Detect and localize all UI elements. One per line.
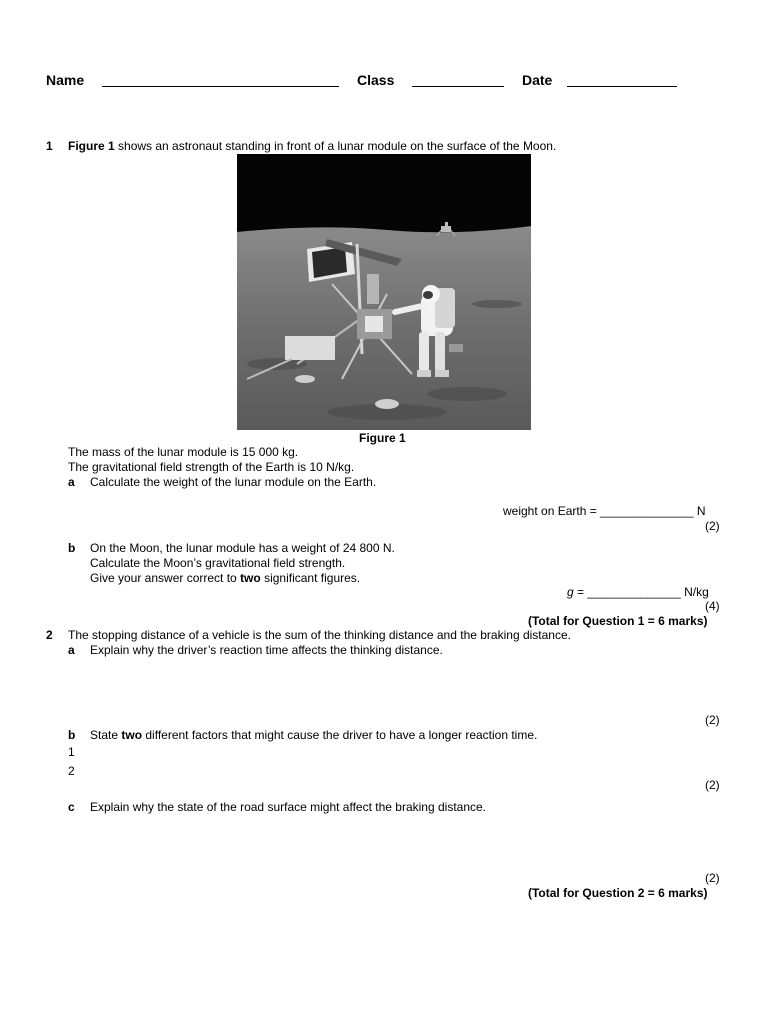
part-2b-item-1: 1 — [68, 745, 75, 759]
question-2-number: 2 — [46, 628, 53, 642]
question-1-number: 1 — [46, 139, 53, 153]
part-1b-line2: Calculate the Moon’s gravitational field strength. — [90, 556, 346, 570]
gfs-statement: The gravitational field strength of the Earth is 10 N/kg. — [68, 460, 355, 474]
g-answer-line[interactable] — [567, 585, 709, 599]
part-2b-letter: b — [68, 728, 76, 742]
part-2c-text: Explain why the state of the road surface might affect the braking distance. — [90, 800, 487, 814]
part-2a-marks: (2) — [705, 713, 720, 727]
part-1b-marks: (4) — [705, 599, 720, 613]
part-2c-letter: c — [68, 800, 75, 814]
name-label: Name — [46, 72, 85, 88]
mass-statement: The mass of the lunar module is 15 000 kg. — [68, 445, 299, 459]
weight-answer-line[interactable]: weight on Earth = ______________ N — [503, 504, 706, 518]
part-1b-line3 — [90, 571, 360, 585]
g-answer-rest: = ______________ N/kg — [573, 585, 709, 599]
part-1a-marks: (2) — [705, 519, 720, 533]
part-2b-post: different factors that might cause the driver to have a longer reaction time. — [142, 728, 538, 742]
figure-caption: Figure 1 — [359, 431, 406, 445]
g-symbol: g — [567, 585, 574, 599]
class-field[interactable] — [412, 86, 504, 87]
question-1-intro — [68, 139, 556, 153]
part-2b-text — [90, 728, 537, 742]
part-2b-marks: (2) — [705, 778, 720, 792]
part-2b-bold: two — [121, 728, 143, 742]
part-1a-text: Calculate the weight of the lunar module on the Earth. — [90, 475, 377, 489]
part-1b-line3-post: significant figures. — [260, 571, 361, 585]
figure-ref: Figure 1 — [68, 139, 115, 153]
question-2-total: (Total for Question 2 = 6 marks) — [528, 886, 708, 900]
part-1b-letter: b — [68, 541, 76, 555]
moon-photo — [237, 154, 531, 430]
part-1a-letter: a — [68, 475, 75, 489]
part-1b-line3-bold: two — [240, 571, 261, 585]
question-1-intro-text: shows an astronaut standing in front of a lunar module on the surface of the Moon. — [114, 139, 557, 153]
part-2a-letter: a — [68, 643, 75, 657]
part-1b-line1: On the Moon, the lunar module has a weight of 24 800 N. — [90, 541, 395, 555]
name-field[interactable] — [102, 86, 339, 87]
question-1-total: (Total for Question 1 = 6 marks) — [528, 614, 708, 628]
part-2a-text: Explain why the driver’s reaction time affects the thinking distance. — [90, 643, 443, 657]
date-field[interactable] — [567, 86, 677, 87]
class-label: Class — [357, 72, 395, 88]
part-2b-pre: State — [90, 728, 122, 742]
part-2b-item-2: 2 — [68, 764, 75, 778]
part-2c-marks: (2) — [705, 871, 720, 885]
part-1b-line3-pre: Give your answer correct to — [90, 571, 241, 585]
question-2-intro: The stopping distance of a vehicle is the sum of the thinking distance and the braking distance. — [68, 628, 571, 642]
date-label: Date — [522, 72, 553, 88]
